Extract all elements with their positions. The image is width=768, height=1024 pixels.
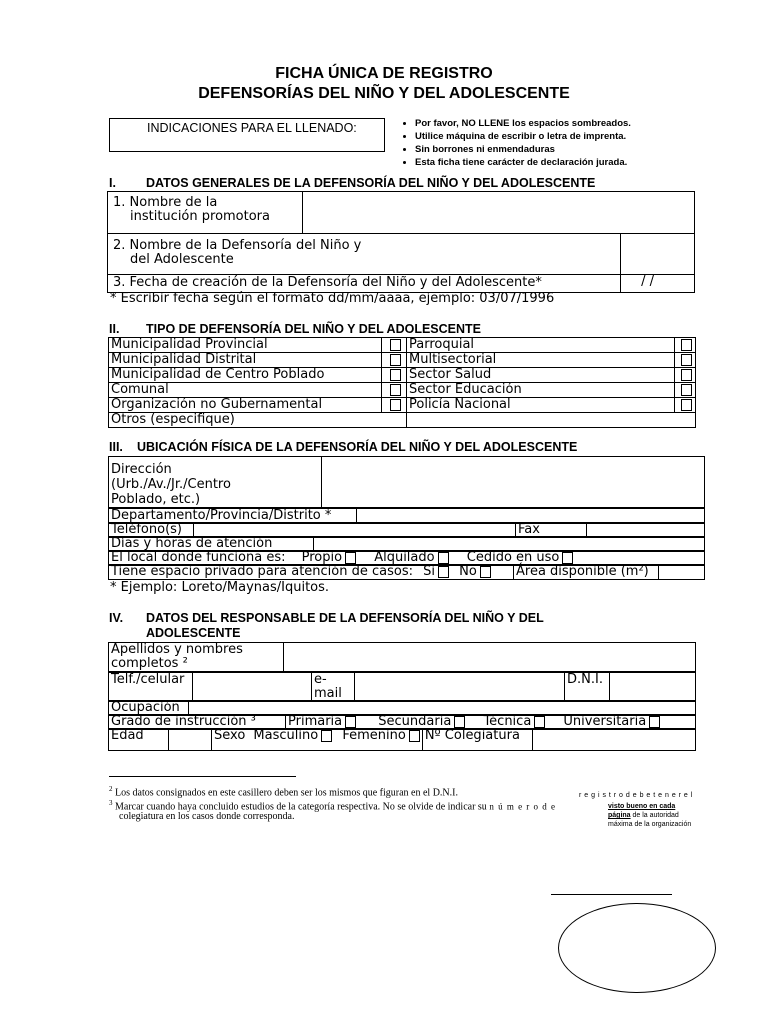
premises-rented-label: Alquilado (374, 550, 435, 565)
area-input[interactable] (659, 565, 705, 580)
type-checkbox[interactable] (675, 383, 696, 398)
type-option-label: Multisectorial (407, 353, 675, 368)
type-checkbox[interactable] (382, 353, 407, 368)
defensoria-name-input[interactable] (621, 234, 695, 275)
footnote-3: $^3$ Marcar cuando haya concluido estudios de la categoría respectiva. No se olvide de indicar su n ú m e r o d e (109, 799, 557, 813)
hours-label: Días y horas de atención (109, 537, 314, 552)
side-note-top: r e g i s t r o d e b e t e n e r e l (579, 792, 693, 799)
type-checkbox[interactable] (382, 338, 407, 353)
section1-title: DATOS GENERALES DE LA DEFENSORÍA DEL NIÑO Y DEL ADOLESCENTE (146, 176, 596, 190)
type-option-label: Sector Salud (407, 368, 675, 383)
defensoria-name-label: 2. Nombre de la Defensoría del Niño y del Adolescente (108, 234, 621, 275)
email-input[interactable] (355, 673, 565, 702)
license-label: Nº Colegiatura (422, 729, 532, 751)
education-label: Grado de instrucción ³ (109, 715, 286, 730)
institution-input[interactable] (303, 192, 695, 234)
type-option-label: Comunal (109, 383, 382, 398)
education-secondary-label: Secundaria (378, 714, 452, 729)
sex-row (212, 729, 423, 751)
section3-number: III. (109, 440, 123, 454)
footnote-divider (109, 776, 296, 777)
region-example-note: * Ejemplo: Loreto/Maynas/Iquitos. (110, 580, 330, 595)
type-checkbox[interactable] (675, 338, 696, 353)
premises-own-label: Propio (301, 550, 343, 565)
education-secondary-checkbox[interactable] (454, 716, 465, 728)
premises-rented-checkbox[interactable] (438, 552, 449, 564)
section4-block (108, 642, 696, 752)
premises-label: El local donde funciona es: (111, 550, 286, 565)
full-name-input[interactable] (284, 643, 696, 672)
signature-line (551, 894, 672, 895)
type-checkbox[interactable] (382, 383, 407, 398)
type-checkbox[interactable] (675, 398, 696, 413)
region-label: Departamento/Provincia/Distrito * (109, 509, 357, 524)
indication-item: • Esta ficha tiene carácter de declaración jurada. (415, 156, 631, 169)
address-label: Dirección (Urb./Av./Jr./Centro Poblado, etc.) (109, 457, 322, 508)
type-option-label: Municipalidad Distrital (109, 353, 382, 368)
education-university-label: Universitaria (563, 714, 647, 729)
section4-title-line1: DATOS DEL RESPONSABLE DE LA DEFENSORÍA DEL NIÑO Y DEL (146, 611, 544, 625)
section2-number: II. (109, 322, 120, 336)
sex-male-label: Masculino (253, 728, 319, 743)
type-checkbox[interactable] (675, 368, 696, 383)
type-option-label: Parroquial (407, 338, 675, 353)
institution-label: 1. Nombre de la institución promotora (108, 192, 303, 234)
cellphone-label: Telf./celular (109, 673, 193, 702)
indication-item: • Por favor, NO LLENE los espacios sombreados. (415, 117, 631, 130)
license-input[interactable] (532, 729, 695, 751)
section1-number: I. (109, 176, 116, 190)
other-type-label: Otros (especifique) (109, 413, 407, 428)
type-option-label: Sector Educación (407, 383, 675, 398)
private-yes-label: Si (423, 564, 435, 579)
premises-loaned-label: Cedido en uso (466, 550, 560, 565)
sex-male-checkbox[interactable] (321, 730, 332, 742)
education-technical-label: Técnica (483, 714, 532, 729)
side-note: visto bueno en cada página de la autoridad máxima de la organización (608, 803, 692, 828)
area-label: Área disponible (m²) (514, 565, 659, 580)
section4-title-line2: ADOLESCENTE (146, 626, 241, 640)
education-primary-checkbox[interactable] (345, 716, 356, 728)
education-primary-label: Primaria (288, 714, 343, 729)
full-name-label: Apellidos y nombres completos ² (109, 643, 284, 672)
indications-label-box (109, 118, 385, 152)
premises-loaned-checkbox[interactable] (562, 552, 573, 564)
creation-date-input[interactable]: / / (621, 275, 695, 293)
dni-input[interactable] (610, 673, 696, 702)
education-university-checkbox[interactable] (649, 716, 660, 728)
section2-title: TIPO DE DEFENSORÍA DEL NIÑO Y DEL ADOLESCENTE (146, 322, 482, 336)
sex-female-checkbox[interactable] (409, 730, 420, 742)
private-space-label: Tiene espacio privado para atención de casos: (111, 564, 413, 579)
footnote-3-continuation: colegiatura en los casos donde corresponda. (119, 811, 295, 822)
type-checkbox[interactable] (382, 368, 407, 383)
indication-item: • Sin borrones ni enmendaduras (415, 143, 631, 156)
form-title-line1: FICHA ÚNICA DE REGISTRO (275, 65, 493, 82)
date-format-note: * Escribir fecha según el formato dd/mm/aaaa, ejemplo: 03/07/1996 (110, 291, 555, 306)
private-yes-checkbox[interactable] (438, 566, 449, 578)
age-label: Edad (109, 729, 169, 751)
type-option-label: Municipalidad Provincial (109, 338, 382, 353)
private-no-checkbox[interactable] (480, 566, 491, 578)
occupation-label: Ocupación (109, 701, 189, 716)
private-no-label: No (459, 564, 477, 579)
section1-table (107, 191, 695, 293)
education-technical-checkbox[interactable] (534, 716, 545, 728)
dni-label: D.N.I. (565, 673, 610, 702)
section2-table (108, 337, 696, 428)
form-title-line2: DEFENSORÍAS DEL NIÑO Y DEL ADOLESCENTE (198, 85, 570, 102)
age-input[interactable] (169, 729, 212, 751)
indications-list (395, 117, 631, 169)
indications-label: INDICACIONES PARA EL LLENADO: (147, 121, 357, 135)
type-option-label: Organización no Gubernamental (109, 398, 382, 413)
footnote-2: $^2$ Los datos consignados en este casillero deben ser los mismos que figuran en el D.N.I. (109, 785, 458, 799)
seal-oval (558, 903, 716, 993)
email-label: e- mail (312, 673, 355, 702)
creation-date-label: 3. Fecha de creación de la Defensoría del Niño y del Adolescente* (108, 275, 621, 293)
type-checkbox[interactable] (382, 398, 407, 413)
type-option-label: Municipalidad de Centro Poblado (109, 368, 382, 383)
private-space-row (109, 565, 514, 580)
type-checkbox[interactable] (675, 353, 696, 368)
other-type-input[interactable] (407, 413, 696, 428)
fax-label: Fax (516, 523, 587, 538)
address-input[interactable] (322, 457, 705, 508)
section4-number: IV. (109, 611, 124, 625)
sex-female-label: Femenino (342, 728, 406, 743)
cellphone-input[interactable] (193, 673, 312, 702)
section3-title: UBICACIÓN FÍSICA DE LA DEFENSORÍA DEL NIÑO Y DEL ADOLESCENTE (137, 440, 578, 454)
premises-own-checkbox[interactable] (345, 552, 356, 564)
section3-block (108, 456, 705, 582)
indication-item: • Utilice máquina de escribir o letra de imprenta. (415, 130, 631, 143)
phone-label: Teléfono(s) (109, 523, 194, 538)
sex-label: Sexo (214, 728, 246, 743)
type-option-label: Policía Nacional (407, 398, 675, 413)
